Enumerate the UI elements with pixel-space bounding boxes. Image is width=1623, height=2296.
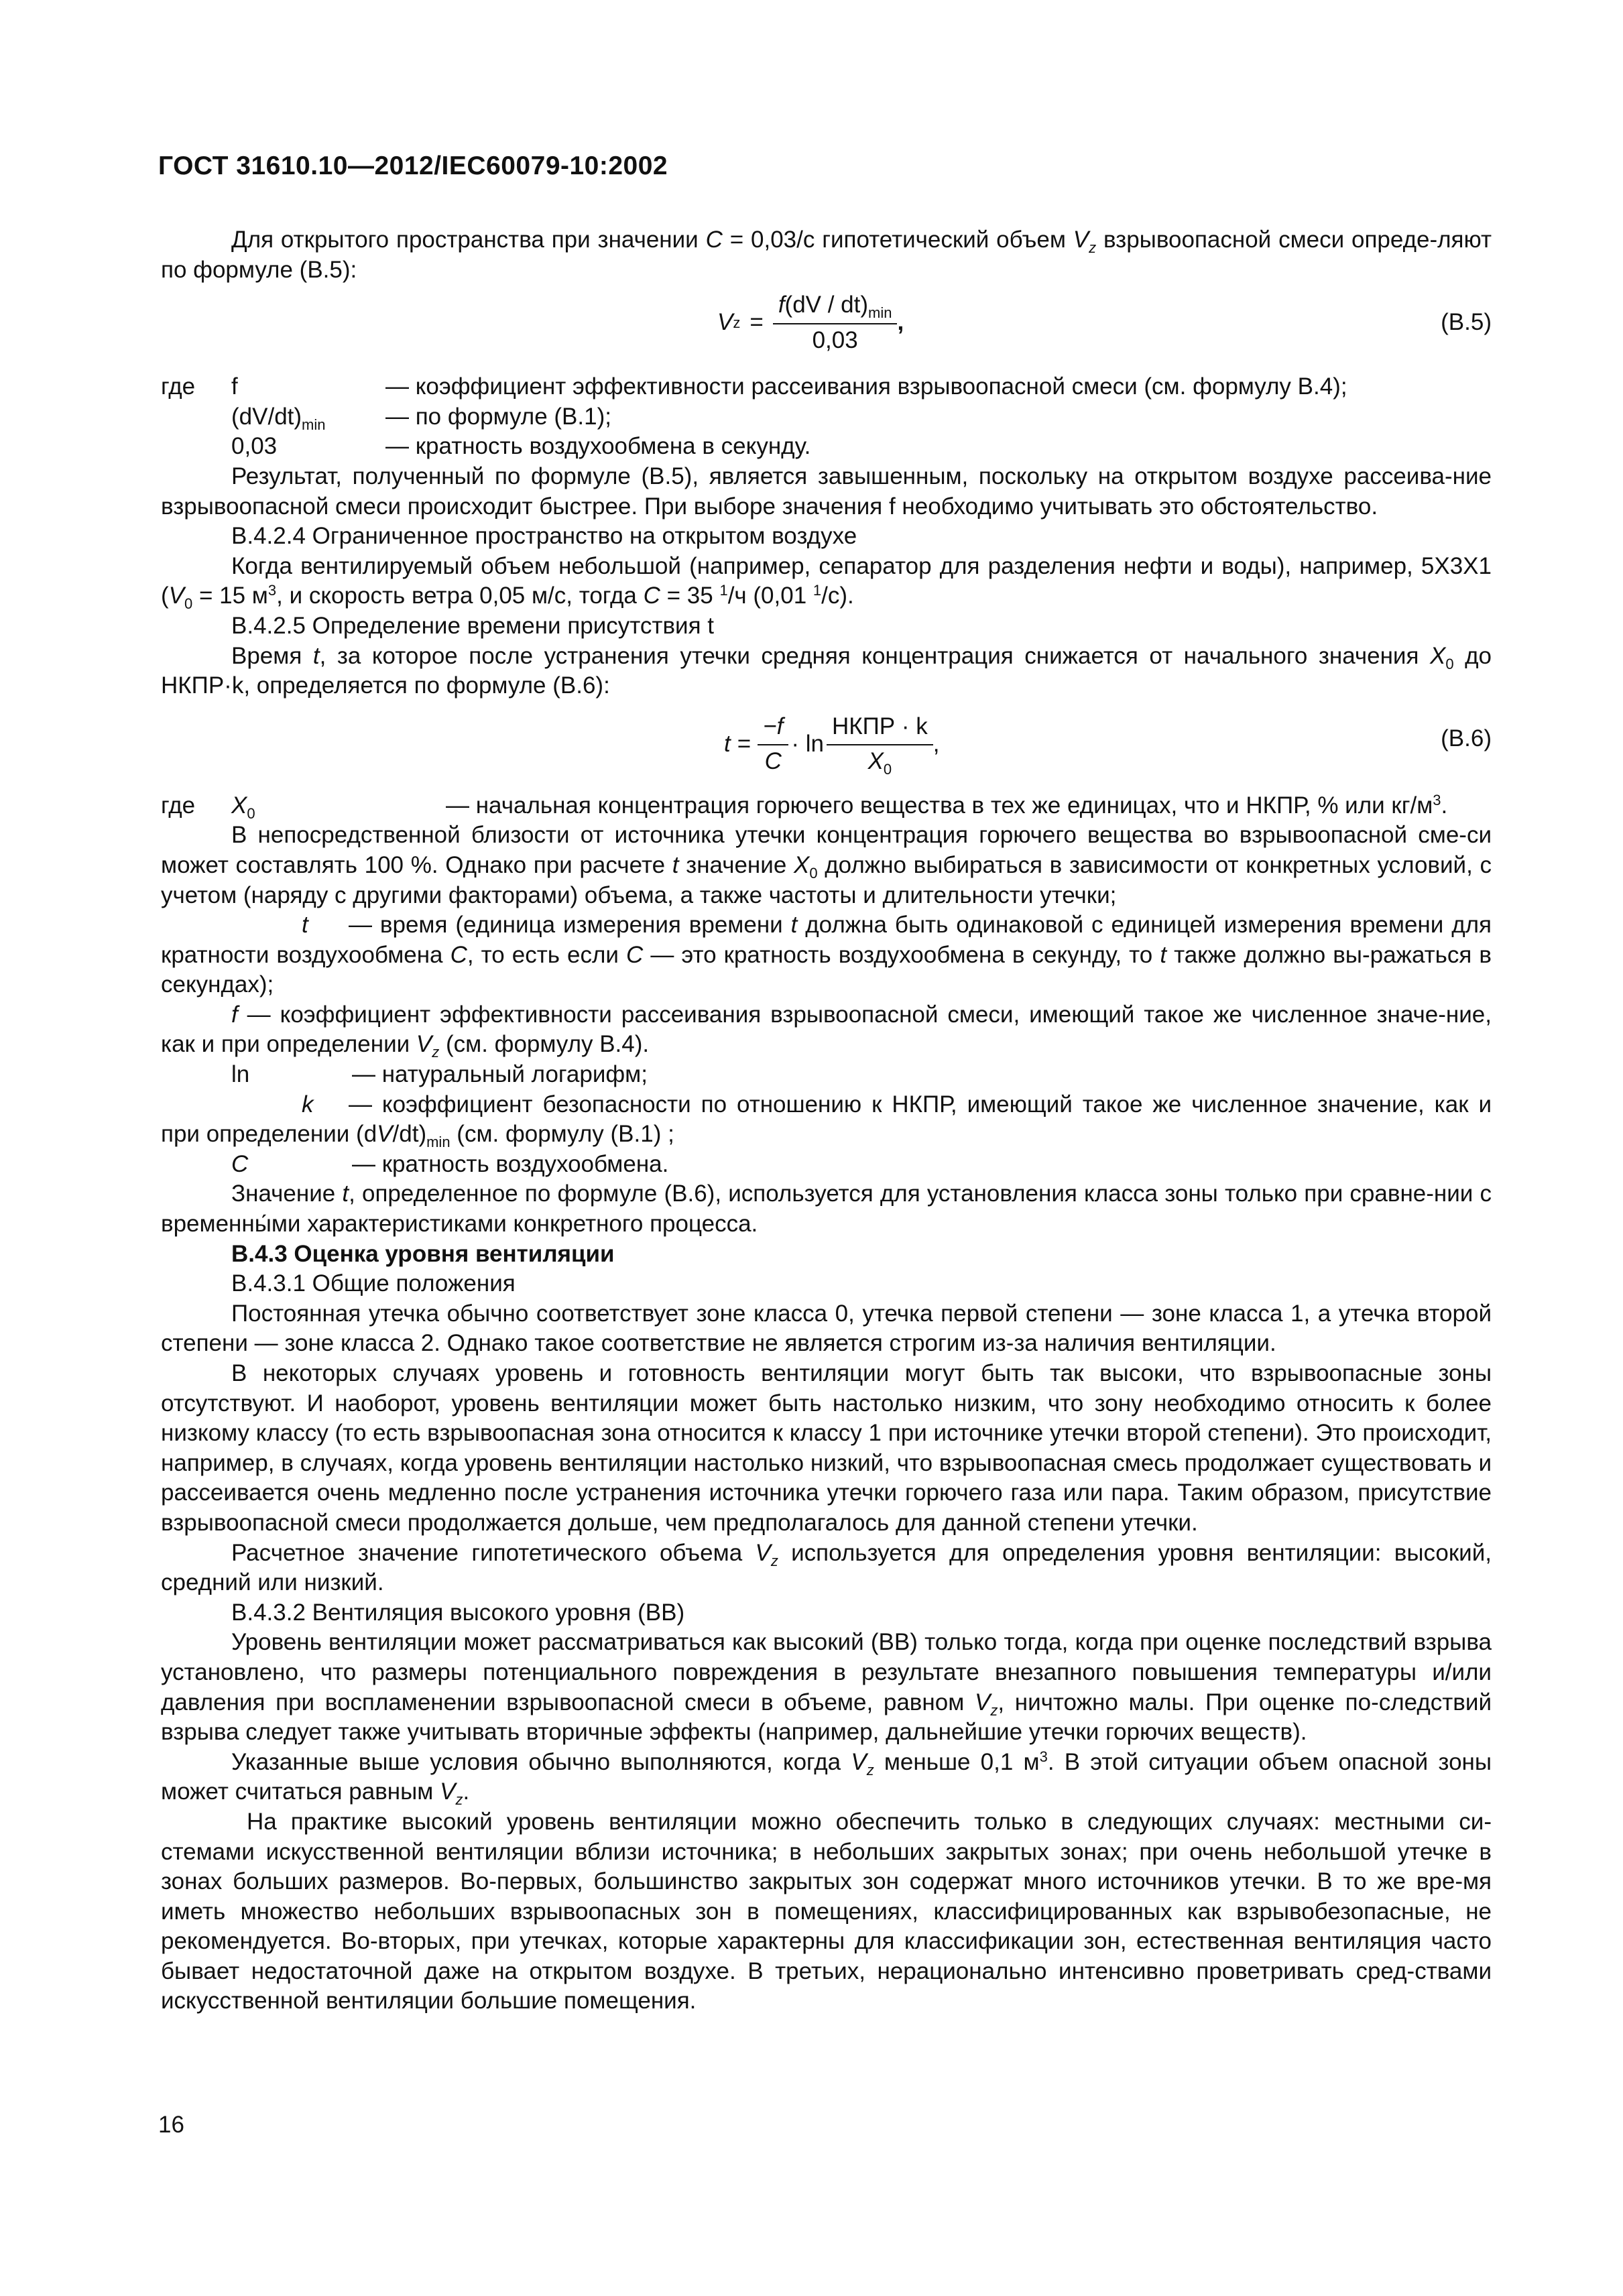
page-body bbox=[161, 225, 1492, 2016]
formula-b6-label: (В.6) bbox=[1441, 725, 1492, 751]
paragraph-level: Уровень вентиляции может рассматриваться как высокий (ВВ) только тогда, когда при оценке последствий взрыва установлено, что размеры потенциального повреждения в результате внезапного повышения температуры и/или давления при воспламенении взрывоопасной смеси в объеме, равном $V_z$, ничтожно малы. При оценке по-следствий взрыва следует также учитывать вторичные эффекты (например, дальнейшие утечки горючих веществ). bbox=[161, 1629, 1492, 1746]
standard-header: ГОСТ 31610.10—2012/IEC60079-10:2002 bbox=[158, 152, 668, 180]
heading-b424: В.4.2.4 Ограниченное пространство на открытом воздухе bbox=[231, 523, 857, 550]
page-number: 16 bbox=[158, 2112, 184, 2138]
heading-b432: В.4.3.2 Вентиляция высокого уровня (ВВ) bbox=[231, 1599, 685, 1626]
paragraph-near-source: В непосредственной близости от источника утечки концентрация горючего вещества во взрывоопасной сме-си может составлять 100 %. Однако при расчете t значение $X_0$ должно выбираться в зависимости от конкретных условий, с учетом (наряду с другими факторами) объема, а также частоты и длительности утечки; bbox=[161, 822, 1492, 908]
definition-k: k — коэффициент безопасности по отношению к НКПР, имеющий такое же численное значение, как и при определении $(dV/dt)_{min}$ (см. формулу (В.1) ; bbox=[161, 1091, 1492, 1151]
definition-c: C — кратность воздухообмена. bbox=[231, 1150, 669, 1177]
formula-b5-label: (В.5) bbox=[1441, 309, 1492, 336]
paragraph-constant-leak: Постоянная утечка обычно соответствует зоне класса 0, утечка первой степени — зоне класса 1, а утечка второй степени — зоне класса 2. Однако такое соответствие не является строгим из-за наличия вентиляции. bbox=[161, 1300, 1492, 1357]
paragraph-time: Время t, за которое после устранения утечки средняя концентрация снижается от начального значения $X_0$ до НКПР·k, определяется по формуле (В.6): bbox=[161, 642, 1492, 699]
paragraph-small-volume: Когда вентилируемый объем небольшой (например, сепаратор для разделения нефти и воды), например, 5Х3Х1 ($V_0 = 15$ $м^3$, и скорость ветра 0,05 м/с, тогда C = 35 $^1$/ч (0,01 $^1$/с). bbox=[161, 552, 1492, 613]
paragraph-value-t: Значение t, определенное по формуле (В.6), используется для установления класса зоны только при сравне-нии с временны́ми характеристиками конкретного процесса. bbox=[161, 1181, 1492, 1237]
paragraph-some-cases: В некоторых случаях уровень и готовность вентиляции могут быть так высоки, что взрывоопасные зоны отсутствуют. И наоборот, уровень вентиляции может быть настолько низким, что зону необходимо относить к более низкому классу (то есть взрывоопасная зона относится к классу 1 при источнике утечки второй степени). Это происходит, например, в случаях, когда уровень вентиляции настолько низкий, что взрывоопасная смесь продолжает существовать и рассеивается очень медленно после устранения источника утечки горючего газа или пара. Таким образом, присутствие взрывоопасной смеси продолжается дольше, чем предполагалось для данной степени утечки. bbox=[161, 1360, 1492, 1536]
formula-b5: V z = $\frac{f(dV / dt)_{min}}{0,03}$ , (В.5) bbox=[717, 292, 1492, 353]
paragraph-calc-volume: Расчетное значение гипотетического объема $V_z$ используется для определения уровня вентиляции: высокий, средний или низкий. bbox=[161, 1539, 1492, 1596]
definition-ln: ln — натуральный логарифм; bbox=[231, 1061, 648, 1088]
definition-f-dispersion: f — коэффициент эффективности рассеивания взрывоопасной смеси, имеющий такое же численное значе-ние, как и при определении $V_z$ (см. формулу В.4). bbox=[161, 1001, 1492, 1061]
heading-b425: В.4.2.5 Определение времени присутствия t bbox=[231, 612, 714, 639]
paragraph-practice: На практике высокий уровень вентиляции можно обеспечить только в следующих случаях: местными си-стемами искусственной вентиляции вблизи источника; в небольших закрытых зонах; при очень небольшой утечке в зонах больших размеров. Во-первых, большинство закрытых зон содержат много источников утечки. В то же вре-мя иметь множество небольших взрывоопасных зон в помещениях, классифицированных как взрывобезопасные, не рекомендуется. Во-вторых, при утечках, которые характерны для классификации зон, естественная вентиляция часто бывает недостаточной даже на открытом воздухе. В третьих, нерационально интенсивно проветривать сред-ствами искусственной вентиляции большие помещения. bbox=[161, 1808, 1492, 2014]
definition-t: t — время (единица измерения времени t должна быть одинаковой с единицей измерения времени для кратности воздухообмена C, то есть если C — это кратность воздухообмена в секунду, то t также должно вы-ражаться в секундах); bbox=[161, 912, 1492, 998]
definition-003: 0,03 — кратность воздухообмена в секунду. bbox=[231, 433, 811, 460]
paragraph-conditions: Указанные выше условия обычно выполняются, когда $V_z$ меньше 0,1 $м^3$. В этой ситуации объем опасной зоны может считаться равным $V_z$. bbox=[161, 1748, 1492, 1809]
paragraph-open-space: Для открытого пространства при значении C = 0,03/с гипотетический объем $V_z$ взрывоопасной смеси опреде-ляют по формуле (В.5): bbox=[161, 227, 1492, 283]
definition-dvdt: $(dV/dt)_{min}$ — по формуле (В.1); bbox=[231, 403, 611, 433]
paragraph-result: Результат, полученный по формуле (В.5), является завышенным, поскольку на открытом воздухе рассеива-ние взрывоопасной смеси происходит быстрее. При выборе значения f необходимо учитывать это обстоятельство. bbox=[161, 463, 1492, 520]
heading-b431: В.4.3.1 Общие положения bbox=[231, 1270, 516, 1297]
formula-b6: t = $\frac{-f}{C}$ · ln $\frac{\text{НКПР · k}}{X_0}$ , (В.6) bbox=[724, 713, 1492, 778]
heading-b43: В.4.3 Оценка уровня вентиляции bbox=[231, 1240, 615, 1267]
definition-x0: где $X_0$ — начальная концентрация горючего вещества в тех же единицах, что и НКПР, % или $кг/м^3$. bbox=[161, 791, 1448, 822]
definition-f: где f — коэффициент эффективности рассеивания взрывоопасной смеси (см. формулу В.4); bbox=[161, 373, 1347, 400]
